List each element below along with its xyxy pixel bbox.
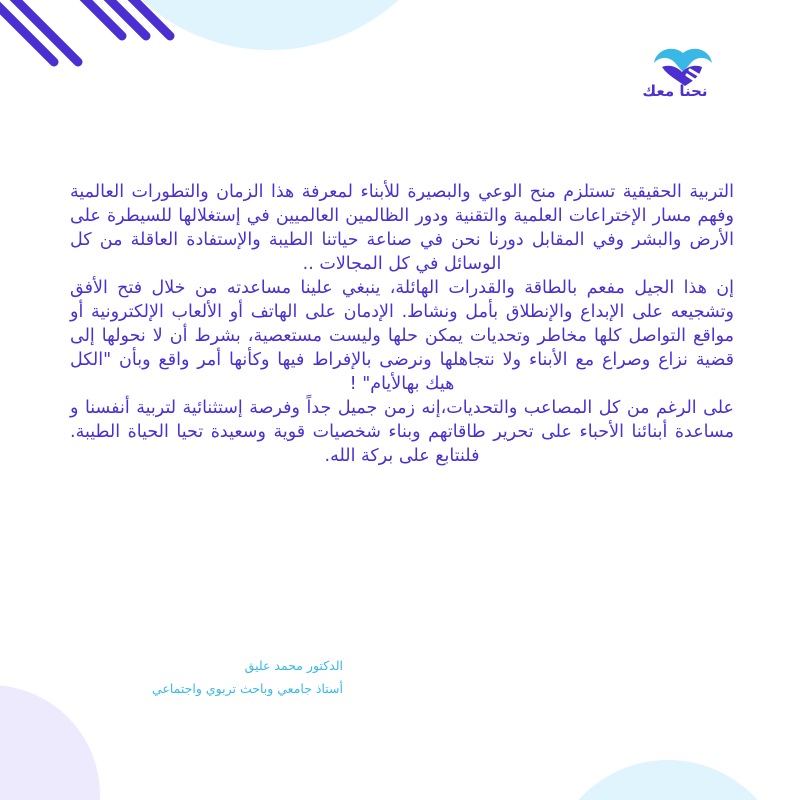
letter-paragraph-2: إن هذا الجيل مفعم بالطاقة والقدرات الهائلة، ينبغي علينا مساعدته من خلال فتح الأفق وتشجيعه على الإبداع والإنطلاق بأمل ونشاط. الإدمان على الهاتف أو الألعاب الإلكترونية أو مواقع التواصل كلها مخاطر وتحديات يمكن حلها وليست مستعصية، بشرط أن لا نحولها إلى قضية نزاع وصراع مع الأبناء ولا نتجاهلها ونرضى بالإفراط فيها وكأنها أمر واقع وبأن "الكل هيك بهالأيام" !: [70, 278, 734, 394]
letter-paragraph-3: على الرغم من كل المصاعب والتحديات،إنه زمن جميل جداً وفرصة إستثنائية لتربية أنفسنا و مساعدة أبنائنا الأحباء على تحرير طاقاتهم وبناء شخصيات قوية وسعيدة تحيا الحياة الطيبة. فلنتابع على بركة الله.: [70, 398, 734, 466]
bottom-right-decorative-circle: [548, 760, 788, 800]
brand-name: نحنا معك: [642, 82, 708, 100]
signature-name: الدكتور محمد عليق: [244, 658, 343, 673]
signature-title: أستاذ جامعي وباحث تربوي واجتماعي: [151, 681, 343, 696]
letter-paragraph-1: التربية الحقيقية تستلزم منح الوعي والبصيرة للأبناء لمعرفة هذا الزمان والتطورات العالمية وفهم مسار الإختراعات العلمية والتقنية ودور الظالمين العالميين في إستغلالها للسيطرة على الأرض والبشر وفي المقابل دورنا نحن في صناعة حياتنا الطيبة والإستفادة العاقلة من كل الوسائل في كل المجالات ..: [70, 182, 734, 274]
letter-body: [70, 180, 734, 468]
signature-block: [58, 654, 343, 700]
diagonal-stripes-icon: [0, 0, 200, 90]
bottom-left-decorative-circle: [0, 685, 100, 800]
